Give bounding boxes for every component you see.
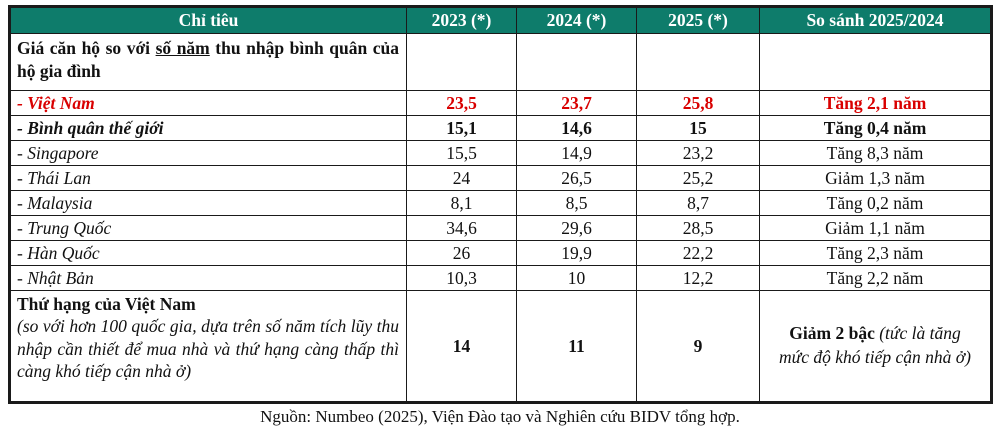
header-compare: So sánh 2025/2024 — [760, 7, 992, 34]
row-label: - Trung Quốc — [10, 216, 407, 241]
header-chi-tieu: Chỉ tiêu — [10, 7, 407, 34]
header-row — [10, 7, 992, 34]
cell-2025: 8,7 — [637, 191, 760, 216]
rank-2025: 9 — [637, 291, 760, 403]
cell-compare: Tăng 8,3 năm — [760, 141, 992, 166]
cell-2025: 15 — [637, 116, 760, 141]
cell-compare: Giảm 1,3 năm — [760, 166, 992, 191]
cell-2023: 23,5 — [407, 91, 517, 116]
rank-row-label — [10, 291, 407, 403]
table-row-china — [10, 216, 992, 241]
cell-2024: 10 — [517, 266, 637, 291]
group-empty-2024 — [517, 34, 637, 91]
cell-2024: 29,6 — [517, 216, 637, 241]
rank-row — [10, 291, 992, 403]
header-2023: 2023 (*) — [407, 7, 517, 34]
group-label-underlined: số năm — [155, 38, 210, 58]
cell-2023: 26 — [407, 241, 517, 266]
header-2025: 2025 (*) — [637, 7, 760, 34]
cell-2024: 26,5 — [517, 166, 637, 191]
group-empty-2023 — [407, 34, 517, 91]
cell-compare: Tăng 2,1 năm — [760, 91, 992, 116]
table-row-malaysia — [10, 191, 992, 216]
row-label: - Bình quân thế giới — [10, 116, 407, 141]
cell-2023: 15,5 — [407, 141, 517, 166]
cell-compare: Tăng 2,2 năm — [760, 266, 992, 291]
cell-2023: 15,1 — [407, 116, 517, 141]
table-row-vietnam — [10, 91, 992, 116]
cell-2025: 25,2 — [637, 166, 760, 191]
cell-2024: 23,7 — [517, 91, 637, 116]
cell-2025: 23,2 — [637, 141, 760, 166]
row-label: - Singapore — [10, 141, 407, 166]
cell-2024: 14,9 — [517, 141, 637, 166]
table-row-south-korea — [10, 241, 992, 266]
group-empty-2025 — [637, 34, 760, 91]
group-empty-compare — [760, 34, 992, 91]
cell-2025: 25,8 — [637, 91, 760, 116]
rank-compare-note: (tức là tăng mức độ khó tiếp cận nhà ở) — [779, 323, 971, 367]
cell-compare: Tăng 2,3 năm — [760, 241, 992, 266]
row-label: - Nhật Bản — [10, 266, 407, 291]
header-2024: 2024 (*) — [517, 7, 637, 34]
row-label: - Việt Nam — [10, 91, 407, 116]
group-row-label — [10, 34, 407, 91]
cell-compare: Tăng 0,4 năm — [760, 116, 992, 141]
rank-title: Thứ hạng của Việt Nam — [17, 294, 196, 314]
rank-2024: 11 — [517, 291, 637, 403]
cell-2025: 28,5 — [637, 216, 760, 241]
group-row — [10, 34, 992, 91]
table-row-world-average — [10, 116, 992, 141]
row-label: - Malaysia — [10, 191, 407, 216]
rank-compare-main: Giảm 2 bậc — [789, 323, 875, 344]
rank-compare — [760, 291, 992, 403]
cell-2024: 8,5 — [517, 191, 637, 216]
table-row-singapore — [10, 141, 992, 166]
cell-2024: 14,6 — [517, 116, 637, 141]
cell-2024: 19,9 — [517, 241, 637, 266]
cell-2025: 22,2 — [637, 241, 760, 266]
table-row-thailand — [10, 166, 992, 191]
cell-2023: 34,6 — [407, 216, 517, 241]
cell-2023: 24 — [407, 166, 517, 191]
table-row-japan — [10, 266, 992, 291]
rank-note: (so với hơn 100 quốc gia, dựa trên số năm tích lũy thu nhập cần thiết để mua nhà và thứ hạng càng thấp thì càng khó tiếp cận nhà ở) — [17, 316, 399, 382]
group-label-suffix: thu nhập bình quân của hộ gia đình — [17, 38, 399, 81]
cell-2023: 10,3 — [407, 266, 517, 291]
cell-2025: 12,2 — [637, 266, 760, 291]
row-label: - Thái Lan — [10, 166, 407, 191]
rank-2023: 14 — [407, 291, 517, 403]
source-note: Nguồn: Numbeo (2025), Viện Đào tạo và Nghiên cứu BIDV tổng hợp. — [260, 407, 740, 426]
cell-compare: Tăng 0,2 năm — [760, 191, 992, 216]
cell-compare: Giảm 1,1 năm — [760, 216, 992, 241]
group-label-prefix: Giá căn hộ so với — [17, 38, 156, 58]
housing-affordability-table — [8, 5, 993, 404]
cell-2023: 8,1 — [407, 191, 517, 216]
row-label: - Hàn Quốc — [10, 241, 407, 266]
